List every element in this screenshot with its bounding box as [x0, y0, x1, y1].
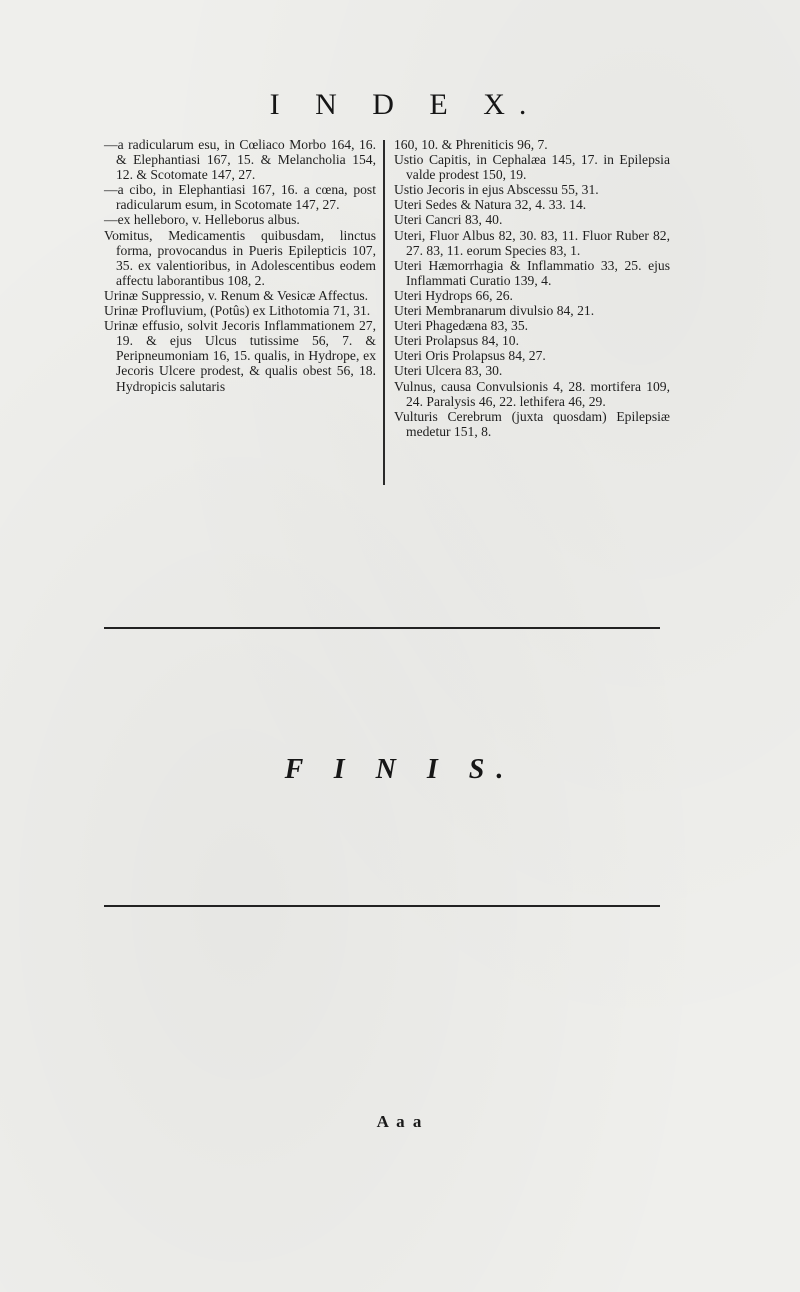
- signature-mark: A a a: [376, 1112, 424, 1131]
- index-entry: —ex helleboro, v. Helleborus albus.: [104, 212, 300, 228]
- index-entry: Uteri Sedes & Natura 32, 4. 33. 14.: [394, 197, 587, 213]
- index-entry: Uteri Cancri 83, 40.: [394, 212, 503, 228]
- index-entry: Urinæ Suppressio, v. Renum & Vesicæ Affectus.: [104, 287, 369, 303]
- index-entry: Vulturis Cerebrum (juxta quosdam) Epilepsiæ medetur 151, 8.: [394, 408, 670, 439]
- index-entry: Uteri Hæmorrhagia & Inflammatio 33, 25. ejus Inflammati Curatio 139, 4.: [394, 257, 670, 288]
- index-entry: Uteri, Fluor Albus 82, 30. 83, 11. Fluor Ruber 82, 27. 83, 11. eorum Species 83, 1.: [394, 227, 670, 258]
- index-entry: Vulnus, causa Convulsionis 4, 28. mortifera 109, 24. Paralysis 46, 22. lethifera 46, 29.: [394, 378, 670, 409]
- index-entry: Ustio Capitis, in Cephalæa 145, 17. in Epilepsia valde prodest 150, 19.: [394, 152, 670, 183]
- index-entry: —a radicularum esu, in Cœliaco Morbo 164, 16. & Elephantiasi 167, 15. & Melancholia 154, 12. & Scotomate 147, 27.: [104, 137, 376, 183]
- index-entry: Ustio Jecoris in ejus Abscessu 55, 31.: [394, 182, 599, 198]
- column-divider: [383, 140, 385, 485]
- index-entry: Urinæ effusio, solvit Jecoris Inflammationem 27, 19. & ejus Ulcus tutissime 56, 7. & Peripneumoniam 16, 15. qualis, in Hydrope, ex Jecoris Ulcere prodest, & qualis obest 56, 18. Hydropicis salutaris: [104, 318, 376, 394]
- index-column-right: [394, 137, 670, 439]
- horizontal-rule-bottom: [104, 905, 660, 907]
- index-column-left: [104, 137, 376, 394]
- index-entry: Uteri Hydrops 66, 26.: [394, 287, 513, 303]
- finis-heading: F I N I S.: [284, 754, 516, 785]
- horizontal-rule-top: [104, 627, 660, 629]
- index-entry: Vomitus, Medicamentis quibusdam, linctus forma, provocandus in Pueris Epilepticis 107, 35. ex valentioribus, in Adolescentibus eodem affectu laborantibus 108, 2.: [104, 227, 376, 288]
- index-entry: Uteri Oris Prolapsus 84, 27.: [394, 348, 546, 364]
- index-entry: Uteri Prolapsus 84, 10.: [394, 333, 519, 349]
- index-entry: —a cibo, in Elephantiasi 167, 16. a cœna, post radicularum esum, in Scotomate 147, 27.: [104, 182, 376, 213]
- index-entry: Uteri Ulcera 83, 30.: [394, 363, 503, 379]
- index-entry: 160, 10. & Phreniticis 96, 7.: [394, 137, 548, 152]
- index-heading: I N D E X.: [269, 88, 541, 121]
- index-entry: Uteri Phagedæna 83, 35.: [394, 318, 529, 334]
- index-entry: Urinæ Profluvium, (Potûs) ex Lithotomia 71, 31.: [104, 303, 371, 319]
- index-entry: Uteri Membranarum divulsio 84, 21.: [394, 303, 595, 319]
